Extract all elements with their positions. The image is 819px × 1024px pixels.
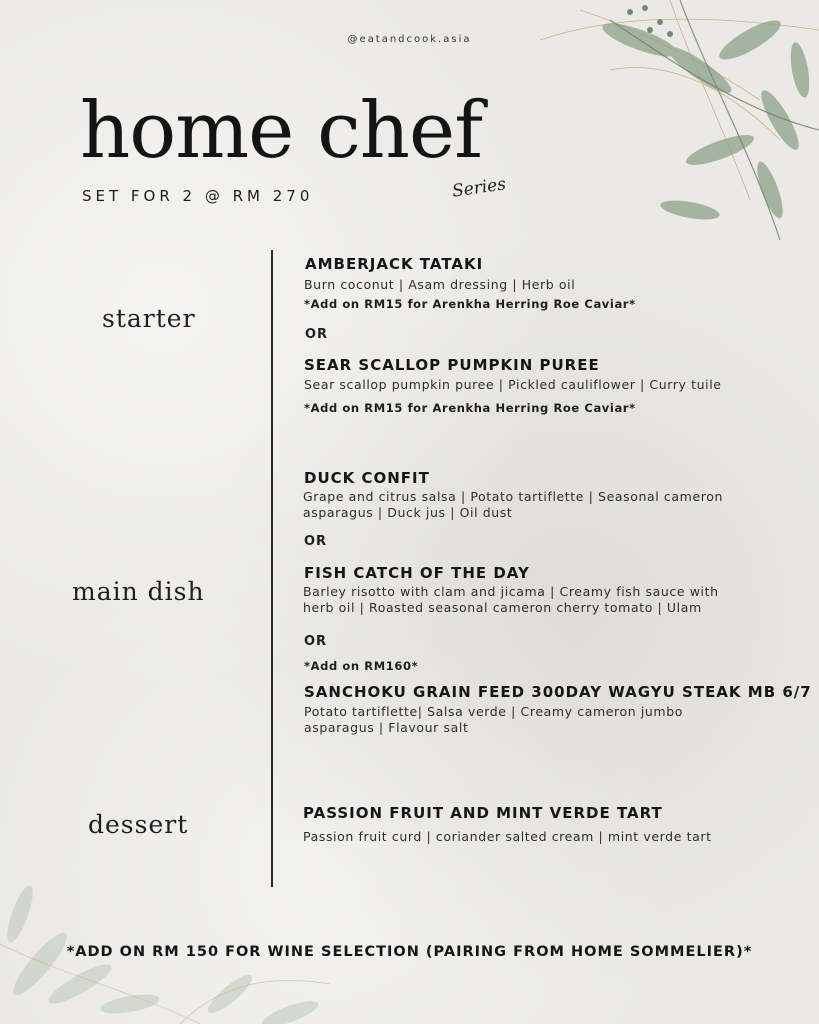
section-label-dessert: dessert [88, 810, 189, 839]
dish-name-amberjack-tataki: AMBERJACK TATAKI [305, 255, 484, 273]
addon-caviar-2: *Add on RM15 for Arenkha Herring Roe Caviar* [304, 401, 636, 415]
dish-desc-wagyu-2: asparagus | Flavour salt [304, 720, 469, 735]
dish-desc-sear-scallop: Sear scallop pumpkin puree | Pickled cauliflower | Curry tuile [304, 377, 722, 392]
or-divider-main-1: OR [304, 534, 328, 549]
instagram-handle: @eatandcook.asia [347, 34, 472, 45]
menu-divider-line [271, 250, 273, 887]
addon-caviar-1: *Add on RM15 for Arenkha Herring Roe Caviar* [304, 297, 636, 311]
section-label-starter: starter [102, 304, 196, 333]
dish-desc-amberjack-tataki: Burn coconut | Asam dressing | Herb oil [304, 277, 576, 292]
dish-desc-fish-catch-2: herb oil | Roasted seasonal cameron cherry tomato | Ulam [303, 600, 702, 615]
dish-desc-duck-confit-2: asparagus | Duck jus | Oil dust [303, 505, 513, 520]
dish-name-fish-catch: FISH CATCH OF THE DAY [304, 564, 530, 582]
set-price: SET FOR 2 @ RM 270 [82, 187, 314, 205]
dish-desc-duck-confit-1: Grape and citrus salsa | Potato tartiflette | Seasonal cameron [303, 489, 723, 504]
dish-name-passion-fruit-tart: PASSION FRUIT AND MINT VERDE TART [303, 804, 663, 822]
or-divider-main-2: OR [304, 634, 328, 649]
dish-desc-passion-fruit-tart: Passion fruit curd | coriander salted cream | mint verde tart [303, 829, 712, 844]
dish-desc-fish-catch-1: Barley risotto with clam and jicama | Creamy fish sauce with [303, 584, 719, 599]
addon-wagyu: *Add on RM160* [304, 659, 419, 673]
section-label-main-dish: main dish [72, 577, 205, 606]
page-title: home chef [80, 86, 483, 176]
series-script-label: Series [450, 174, 508, 202]
dish-name-duck-confit: DUCK CONFIT [304, 469, 430, 487]
dish-name-sear-scallop: SEAR SCALLOP PUMPKIN PUREE [304, 356, 600, 374]
dish-desc-wagyu-1: Potato tartiflette| Salsa verde | Creamy cameron jumbo [304, 704, 683, 719]
dish-name-wagyu-steak: SANCHOKU GRAIN FEED 300DAY WAGYU STEAK MB 6/7 [304, 683, 812, 701]
wine-pairing-note: *ADD ON RM 150 FOR WINE SELECTION (PAIRING FROM HOME SOMMELIER)* [66, 944, 753, 960]
or-divider-starter: OR [305, 327, 329, 342]
